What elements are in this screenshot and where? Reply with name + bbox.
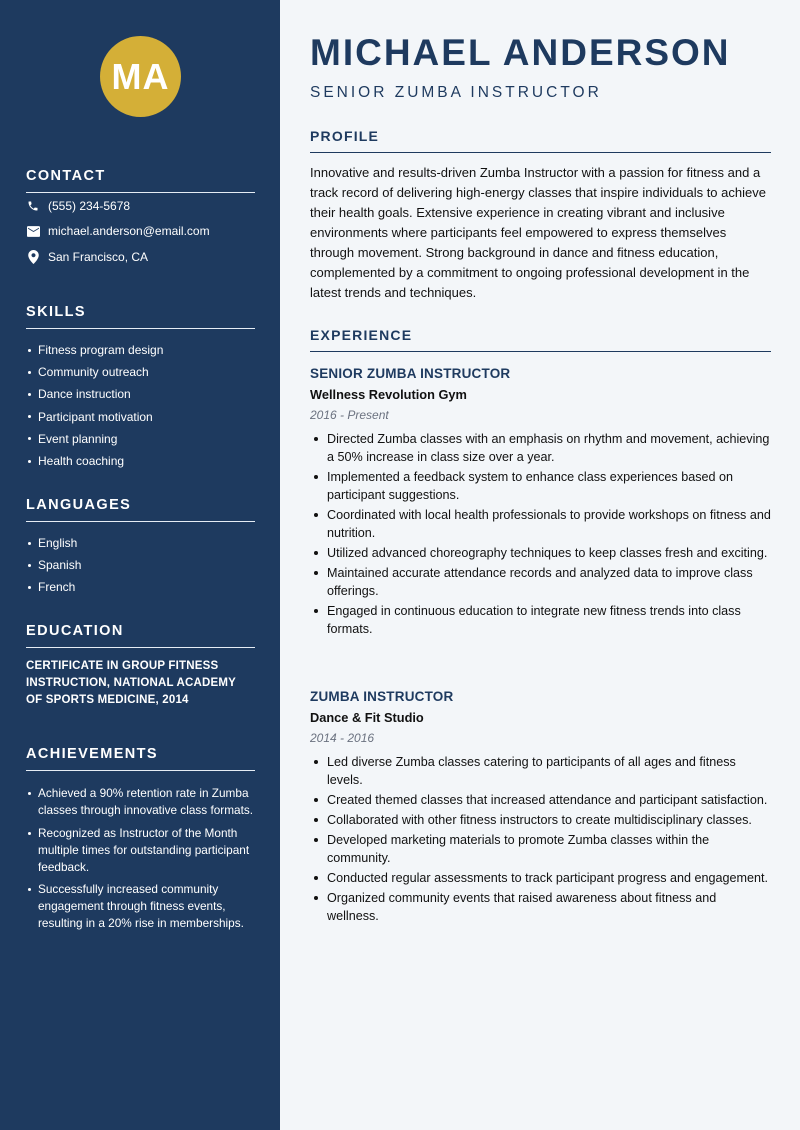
job-bullets	[310, 430, 771, 638]
skill-item: Event planning	[26, 428, 255, 450]
contact-location	[26, 244, 255, 270]
job-dates: 2014 - 2016	[310, 731, 375, 745]
location-pin-icon	[26, 250, 40, 264]
job-bullet: Developed marketing materials to promote Zumba classes within the community.	[310, 831, 771, 867]
candidate-title: SENIOR ZUMBA INSTRUCTOR	[310, 84, 602, 101]
job-entry	[310, 689, 771, 927]
languages-heading: LANGUAGES	[26, 497, 255, 522]
job-bullet: Utilized advanced choreography techniques to keep classes fresh and exciting.	[310, 544, 771, 562]
experience-section	[310, 327, 771, 352]
skills-list	[26, 339, 255, 472]
job-bullet: Led diverse Zumba classes catering to participants of all ages and fitness levels.	[310, 753, 771, 789]
skills-heading: SKILLS	[26, 304, 255, 329]
achievements-list	[26, 785, 255, 932]
skill-item: Health coaching	[26, 450, 255, 472]
job-company: Wellness Revolution Gym	[310, 387, 467, 402]
contact-phone	[26, 193, 255, 219]
contact-section	[26, 168, 255, 270]
job-company: Dance & Fit Studio	[310, 710, 424, 725]
education-entry: CERTIFICATE IN GROUP FITNESS INSTRUCTION, NATIONAL ACADEMY OF SPORTS MEDICINE, 2014	[26, 660, 236, 706]
achievements-heading: ACHIEVEMENTS	[26, 746, 255, 771]
job-bullet: Coordinated with local health professionals to provide workshops on fitness and nutrition.	[310, 506, 771, 542]
email-icon	[26, 224, 40, 238]
languages-section	[26, 497, 255, 599]
job-bullets	[310, 753, 771, 925]
profile-heading: PROFILE	[310, 128, 771, 153]
skill-item: Community outreach	[26, 361, 255, 383]
skill-item: Fitness program design	[26, 339, 255, 361]
avatar: MA	[100, 36, 181, 117]
email-text: michael.anderson@email.com	[48, 224, 210, 239]
skill-item: Participant motivation	[26, 406, 255, 428]
contact-heading: CONTACT	[26, 168, 255, 193]
job-bullet: Implemented a feedback system to enhance class experiences based on participant suggestions.	[310, 468, 771, 504]
location-text: San Francisco, CA	[48, 249, 149, 264]
contact-email	[26, 219, 255, 245]
language-item: Spanish	[26, 554, 255, 576]
language-item: English	[26, 532, 255, 554]
job-bullet: Created themed classes that increased attendance and participant satisfaction.	[310, 791, 771, 809]
profile-section	[310, 128, 771, 303]
education-heading: EDUCATION	[26, 623, 255, 648]
job-bullet: Maintained accurate attendance records and analyzed data to improve class offerings.	[310, 564, 771, 600]
achievements-section	[26, 746, 255, 938]
job-dates: 2016 - Present	[310, 408, 389, 422]
phone-icon	[26, 199, 40, 213]
experience-heading: EXPERIENCE	[310, 327, 771, 352]
languages-list	[26, 532, 255, 599]
achievement-item: Successfully increased community engagement through fitness events, resulting in a 20% rise in memberships.	[26, 881, 255, 932]
achievement-item: Recognized as Instructor of the Month multiple times for outstanding participant feedback.	[26, 825, 255, 876]
phone-text: (555) 234-5678	[48, 198, 131, 213]
job-entry	[310, 366, 771, 640]
job-title: ZUMBA INSTRUCTOR	[310, 689, 454, 704]
job-bullet: Organized community events that raised awareness about fitness and wellness.	[310, 889, 771, 925]
job-bullet: Engaged in continuous education to integrate new fitness trends into class formats.	[310, 602, 771, 638]
job-bullet: Collaborated with other fitness instructors to create multidisciplinary classes.	[310, 811, 771, 829]
language-item: French	[26, 576, 255, 598]
candidate-name: MICHAEL ANDERSON	[310, 32, 731, 73]
sidebar	[0, 0, 280, 1130]
job-title: SENIOR ZUMBA INSTRUCTOR	[310, 366, 511, 381]
achievement-item: Achieved a 90% retention rate in Zumba classes through innovative class formats.	[26, 785, 255, 819]
job-bullet: Conducted regular assessments to track participant progress and engagement.	[310, 869, 771, 887]
skills-section	[26, 304, 255, 472]
job-bullet: Directed Zumba classes with an emphasis on rhythm and movement, achieving a 50% increase in class size over a year.	[310, 430, 771, 466]
skill-item: Dance instruction	[26, 383, 255, 405]
education-section	[26, 623, 255, 709]
profile-text: Innovative and results-driven Zumba Instructor with a passion for fitness and a track record of delivering high-energy classes that inspire individuals to achieve their health goals. Extensive experience in creating vibrant and inclusive environments where participants feel empowered to express themselves through movement. Strong background in dance and fitness education, complemented by a commitment to ongoing professional development in the latest trends and techniques.	[310, 165, 766, 300]
